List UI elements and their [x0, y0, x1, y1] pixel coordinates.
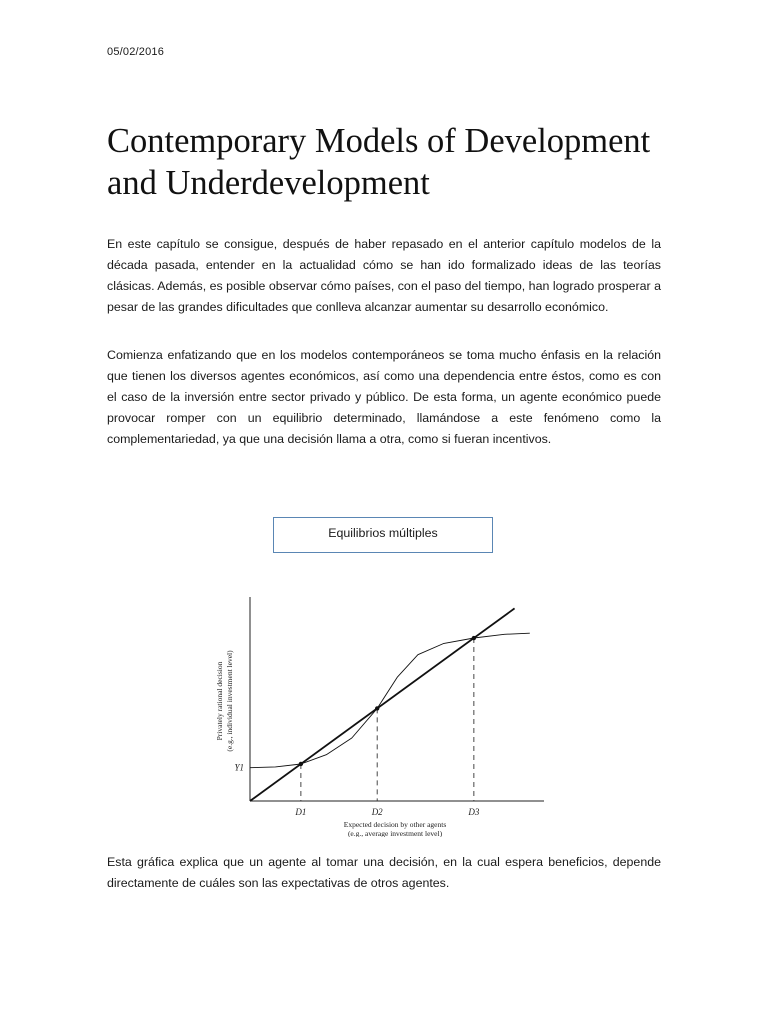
- paragraph-intro: En este capítulo se consigue, después de haber repasado en el anterior capítulo modelos de la década pasada, entender en la actualidad cómo se han ido formalizado ideas de las teorías clásicas. Además, es posible observar cómo países, con el paso del tiempo, han logrado prosperar a pesar de las grandes dificultades que conlleva alcanzar aumentar su desarrollo económico.: [107, 237, 661, 314]
- figure-caption-box: [273, 517, 493, 553]
- chart-svg: [208, 591, 552, 837]
- y-axis-label-line-1: Privately rational decision: [215, 661, 224, 741]
- document-date: 05/02/2016: [107, 46, 165, 58]
- equilibrium-point-1: [299, 762, 303, 766]
- paragraph-complementarity: Comienza enfatizando que en los modelos contemporáneos se toma mucho énfasis en la relación que tienen los diversos agentes económicos, así como una dependencia entre éstos, como es con el caso de la inversión entre sector privado y público. De esta forma, un agente económico puede provocar romper con un equilibrio determinado, llamándose a este fenómeno como la complementariedad, ya que una decisión llama a otra, como si fueran incentivos.: [107, 348, 661, 446]
- y-axis-label-line-2: (e.g., individual investment level): [225, 650, 234, 752]
- x-tick-label-1: D1: [295, 807, 307, 817]
- document-title: Contemporary Models of Development and Underdevelopment: [107, 122, 651, 202]
- x-tick-label-3: D3: [468, 807, 480, 817]
- x-tick-label-2: D2: [371, 807, 383, 817]
- multiple-equilibria-chart: [208, 591, 552, 837]
- y-tick-label: Y1: [234, 762, 244, 773]
- equilibrium-point-3: [472, 636, 476, 640]
- equilibrium-point-2: [375, 706, 379, 710]
- x-axis-label-line-1: Expected decision by other agents: [343, 820, 447, 829]
- figure-caption: Equilibrios múltiples: [328, 526, 438, 540]
- x-axis-label-line-2: (e.g., average investment level): [347, 829, 443, 837]
- paragraph-explanation: Esta gráfica explica que un agente al tomar una decisión, en la cual espera beneficios, depende directamente de cuáles son las expectativas de otros agentes.: [107, 855, 661, 890]
- series-s-curve: [250, 633, 530, 768]
